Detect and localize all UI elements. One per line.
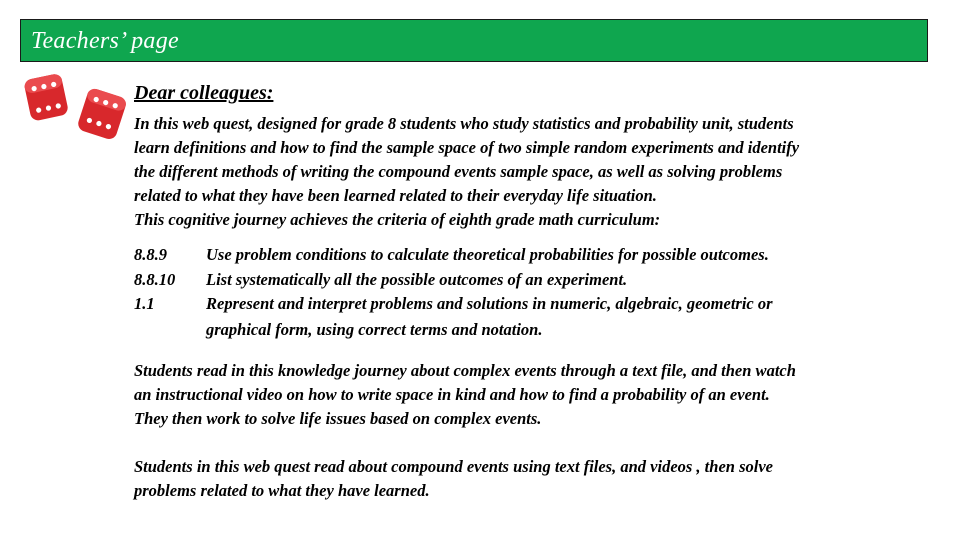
intro-line: This cognitive journey achieves the criteria of eighth grade math curriculum:	[134, 210, 661, 229]
paragraph-line: an instructional video on how to write space in kind and how to find a probability of an event.	[134, 385, 770, 404]
intro-paragraph	[134, 112, 799, 232]
paragraph-knowledge-journey	[134, 359, 796, 431]
header-bar	[20, 19, 928, 62]
paragraph-line: Students read in this knowledge journey about complex events through a text file, and then watch	[134, 361, 796, 380]
criteria-text: List systematically all the possible outcomes of an experiment.	[206, 269, 628, 289]
criteria-code: 1.1	[134, 294, 155, 313]
greeting: Dear colleagues:	[134, 82, 274, 104]
intro-line: In this web quest, designed for grade 8 students who study statistics and probability unit, students	[134, 114, 794, 133]
paragraph-line: Students in this web quest read about compound events using text files, and videos , then solve	[134, 457, 773, 476]
intro-line: related to what they have been learned related to their everyday life situation.	[134, 186, 657, 205]
dice-icon	[24, 66, 136, 146]
die-left	[24, 73, 69, 122]
criteria-code: 8.8.9	[134, 245, 167, 264]
criteria-text: Represent and interpret problems and solutions in numeric, algebraic, geometric or	[206, 294, 773, 313]
die-right	[76, 87, 128, 141]
criteria-continuation: graphical form, using correct terms and notation.	[206, 320, 543, 339]
criteria-code: 8.8.10	[134, 269, 176, 289]
paragraph-line: They then work to solve life issues based on complex events.	[134, 409, 542, 428]
criteria-text: Use problem conditions to calculate theoretical probabilities for possible outcomes.	[206, 245, 769, 264]
intro-line: learn definitions and how to find the sample space of two simple random experiments and identify	[134, 138, 800, 157]
paragraph-line: problems related to what they have learned.	[134, 481, 430, 500]
paragraph-web-quest	[134, 455, 773, 503]
intro-line: the different methods of writing the compound events sample space, as well as solving problems	[134, 162, 783, 181]
page-title: Teachers’ page	[31, 28, 179, 54]
